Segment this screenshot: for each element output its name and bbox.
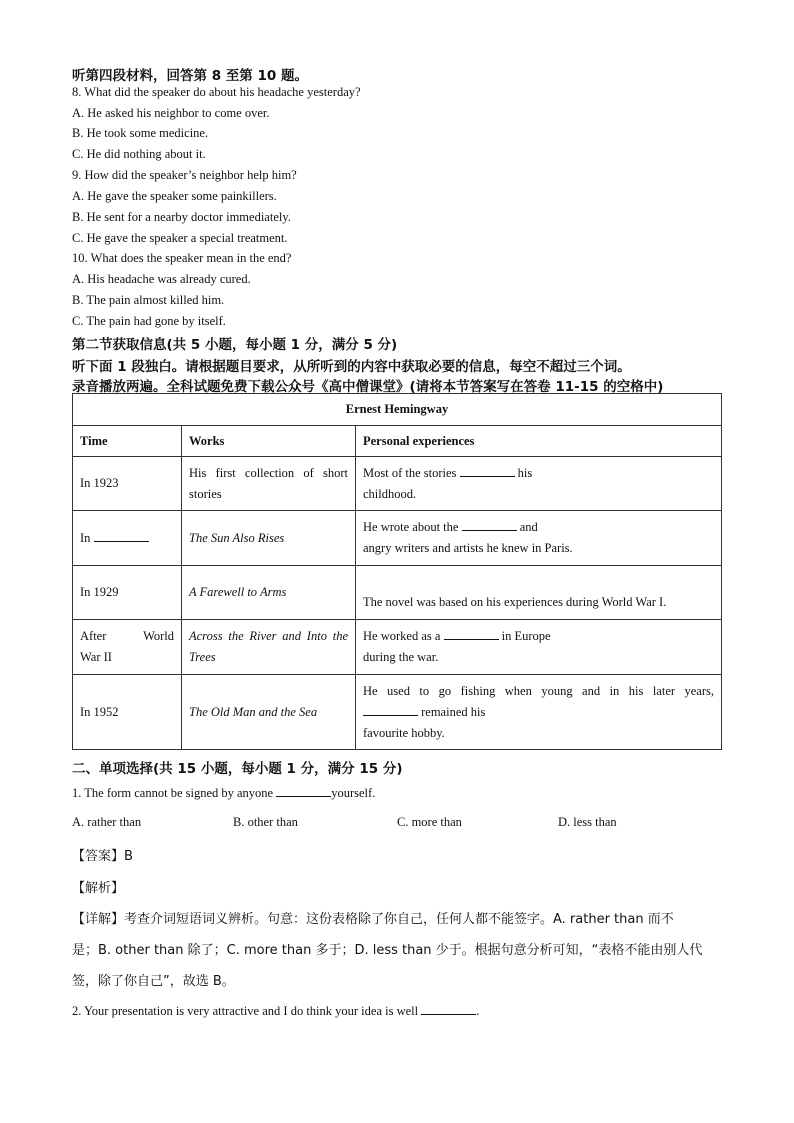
row2-experience: He wrote about the and angry writers and artists he knew in Paris. [356,511,722,566]
blank-15[interactable] [363,703,418,716]
header-time: Time [73,426,182,457]
detail-line-3: 签，除了你自己”，故选 B。 [72,974,235,989]
header-experiences: Personal experiences [356,426,722,457]
hemingway-table [72,393,722,750]
table-row [73,566,722,620]
question-10: 10. What does the speaker mean in the end? [72,251,292,265]
row1-work: His first collection of short stories [182,457,356,511]
option-1b: B. other than [233,815,298,829]
row3-time: In 1929 [73,566,182,620]
question-9: 9. How did the speaker’s neighbor help him? [72,168,297,182]
blank-q1[interactable] [276,784,331,797]
option-10a: A. His headache was already cured. [72,272,251,286]
row4-experience: He worked as a in Europe during the war. [356,620,722,675]
option-8b: B. He took some medicine. [72,126,209,140]
question-1: 1. The form cannot be signed by anyone yourself. [72,786,376,800]
option-9b: B. He sent for a nearby doctor immediately. [72,210,291,224]
analysis-label: 【解析】 [72,881,125,896]
section2-instruction-2: 录音播放两遍。全科试题免费下载公众号《高中僧课堂》(请将本节答案写在答卷 11-15 的空格中) [72,379,664,395]
row3-experience: The novel was based on his experiences during World War I. [356,566,722,620]
option-10b: B. The pain almost killed him. [72,293,225,307]
table-row [73,457,722,511]
option-10c: C. The pain had gone by itself. [72,314,226,328]
detail-line-1: 【详解】考查介词短语词义辨析。句意：这份表格除了你自己，任何人都不能签字。A. rather than 而不 [72,912,674,927]
blank-12[interactable] [94,529,149,542]
option-1c: C. more than [397,815,462,829]
question-2: 2. Your presentation is very attractive and I do think your idea is well . [72,1004,480,1018]
option-8a: A. He asked his neighbor to come over. [72,106,270,120]
row4-work: Across the River and Into the Trees [182,620,356,675]
section2-instruction-1: 听下面 1 段独白。请根据题目要求，从所听到的内容中获取必要的信息，每空不超过三个词。 [72,359,631,375]
blank-14[interactable] [444,627,499,640]
option-1d: D. less than [558,815,617,829]
row1-time: In 1923 [73,457,182,511]
table-row [73,511,722,566]
row4-time: After World War II [73,620,182,675]
table-row [73,675,722,750]
question-8: 8. What did the speaker do about his headache yesterday? [72,85,361,99]
row2-work: The Sun Also Rises [182,511,356,566]
blank-11[interactable] [460,464,515,477]
row5-time: In 1952 [73,675,182,750]
section2-heading: 第二节获取信息(共 5 小题，每小题 1 分，满分 5 分) [72,337,398,353]
table-row [73,620,722,675]
blank-13[interactable] [462,518,517,531]
row5-experience: He used to go fishing when young and in his later years, remained his favourite hobby. [356,675,722,750]
row3-work: A Farewell to Arms [182,566,356,620]
row1-experience: Most of the stories his childhood. [356,457,722,511]
option-9c: C. He gave the speaker a special treatment. [72,231,288,245]
header-works: Works [182,426,356,457]
detail-line-2: 是；B. other than 除了；C. more than 多于；D. less than 少于。根据句意分析可知，“表格不能由别人代 [72,943,703,958]
option-1a: A. rather than [72,815,142,829]
option-9a: A. He gave the speaker some painkillers. [72,189,277,203]
option-8c: C. He did nothing about it. [72,147,206,161]
row2-time: In [73,511,182,566]
part2-heading: 二、单项选择(共 15 小题，每小题 1 分，满分 15 分) [72,761,403,777]
blank-q2[interactable] [421,1002,476,1015]
table-title: Ernest Hemingway [73,394,722,426]
row5-work: The Old Man and the Sea [182,675,356,750]
answer-label: 【答案】B [72,849,133,864]
section4-heading: 听第四段材料，回答第 8 至第 10 题。 [72,68,308,84]
